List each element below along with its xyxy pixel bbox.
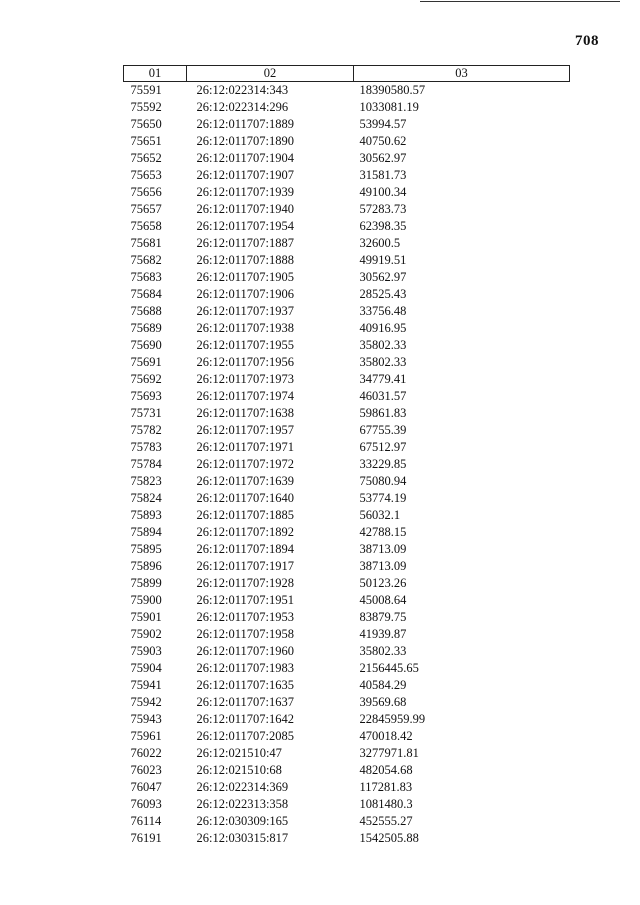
table-row bbox=[124, 745, 570, 762]
cell-value: 67512.97 bbox=[359, 440, 407, 454]
cell-id: 75683 bbox=[130, 270, 162, 284]
table-row bbox=[124, 218, 570, 235]
cell-cadastral-number: 26:12:011707:1887 bbox=[196, 236, 294, 250]
cell-value: 32600.5 bbox=[359, 236, 401, 250]
cell-value: 1033081.19 bbox=[359, 100, 419, 114]
cell-value: 53994.57 bbox=[359, 117, 407, 131]
cell-value: 49100.34 bbox=[359, 185, 407, 199]
cell-value: 22845959.99 bbox=[359, 712, 426, 726]
cell-id: 76047 bbox=[130, 780, 162, 794]
cell-cadastral-number: 26:12:011707:1956 bbox=[196, 355, 294, 369]
cell-id: 75592 bbox=[130, 100, 162, 114]
cell-id: 76023 bbox=[130, 763, 162, 777]
cell-cadastral-number: 26:12:011707:1638 bbox=[196, 406, 294, 420]
cell-id: 75731 bbox=[130, 406, 162, 420]
cell-cadastral-number: 26:12:022314:369 bbox=[196, 780, 289, 794]
cell-id: 75650 bbox=[130, 117, 162, 131]
cell-cadastral-number: 26:12:011707:1974 bbox=[196, 389, 294, 403]
cell-cadastral-number: 26:12:022313:358 bbox=[196, 797, 289, 811]
cell-id: 75895 bbox=[130, 542, 162, 556]
column-header-01: 01 bbox=[124, 66, 187, 82]
cell-value: 33229.85 bbox=[359, 457, 407, 471]
cell-cadastral-number: 26:12:011707:1639 bbox=[196, 474, 294, 488]
table-row bbox=[124, 439, 570, 456]
table-row bbox=[124, 252, 570, 269]
table-row bbox=[124, 626, 570, 643]
table-row bbox=[124, 303, 570, 320]
cell-value: 38713.09 bbox=[359, 559, 407, 573]
table-row bbox=[124, 813, 570, 830]
cell-cadastral-number: 26:12:011707:2085 bbox=[196, 729, 294, 743]
cell-cadastral-number: 26:12:011707:1889 bbox=[196, 117, 294, 131]
cell-value: 38713.09 bbox=[359, 542, 407, 556]
cell-value: 42788.15 bbox=[359, 525, 407, 539]
cell-cadastral-number: 26:12:011707:1960 bbox=[196, 644, 294, 658]
cell-cadastral-number: 26:12:011707:1635 bbox=[196, 678, 294, 692]
table-row bbox=[124, 422, 570, 439]
table-row bbox=[124, 405, 570, 422]
cell-cadastral-number: 26:12:011707:1951 bbox=[196, 593, 294, 607]
cell-id: 75651 bbox=[130, 134, 162, 148]
cell-value: 1081480.3 bbox=[359, 797, 413, 811]
cell-id: 75942 bbox=[130, 695, 162, 709]
table-row bbox=[124, 490, 570, 507]
cell-id: 75691 bbox=[130, 355, 162, 369]
cell-cadastral-number: 26:12:011707:1953 bbox=[196, 610, 294, 624]
table-row bbox=[124, 99, 570, 116]
cell-cadastral-number: 26:12:011707:1907 bbox=[196, 168, 294, 182]
cell-id: 75900 bbox=[130, 593, 162, 607]
table-row bbox=[124, 320, 570, 337]
cell-value: 3277971.81 bbox=[359, 746, 419, 760]
cell-id: 75658 bbox=[130, 219, 162, 233]
cell-id: 75896 bbox=[130, 559, 162, 573]
table-row bbox=[124, 167, 570, 184]
cell-value: 40916.95 bbox=[359, 321, 407, 335]
table-row bbox=[124, 592, 570, 609]
cell-cadastral-number: 26:12:011707:1885 bbox=[196, 508, 294, 522]
cell-cadastral-number: 26:12:011707:1958 bbox=[196, 627, 294, 641]
cell-id: 75943 bbox=[130, 712, 162, 726]
cell-cadastral-number: 26:12:030309:165 bbox=[196, 814, 289, 828]
table-header bbox=[124, 66, 570, 82]
table-row bbox=[124, 677, 570, 694]
cell-cadastral-number: 26:12:011707:1640 bbox=[196, 491, 294, 505]
cell-value: 62398.35 bbox=[359, 219, 407, 233]
table-row bbox=[124, 133, 570, 150]
cell-value: 46031.57 bbox=[359, 389, 407, 403]
table-row bbox=[124, 150, 570, 167]
cell-id: 75893 bbox=[130, 508, 162, 522]
cell-cadastral-number: 26:12:011707:1973 bbox=[196, 372, 294, 386]
page-number: 708 bbox=[575, 33, 599, 49]
table-row bbox=[124, 796, 570, 813]
cell-value: 53774.19 bbox=[359, 491, 407, 505]
cell-cadastral-number: 26:12:011707:1939 bbox=[196, 185, 294, 199]
column-header-03: 03 bbox=[354, 66, 570, 82]
cell-value: 50123.26 bbox=[359, 576, 407, 590]
cell-value: 49919.51 bbox=[359, 253, 407, 267]
column-header-02: 02 bbox=[187, 66, 354, 82]
table-row bbox=[124, 830, 570, 847]
cell-value: 67755.39 bbox=[359, 423, 407, 437]
table-row bbox=[124, 235, 570, 252]
header-row bbox=[124, 66, 570, 82]
cell-id: 75652 bbox=[130, 151, 162, 165]
data-table bbox=[123, 65, 570, 847]
cell-value: 452555.27 bbox=[359, 814, 413, 828]
cell-id: 75782 bbox=[130, 423, 162, 437]
cell-id: 75656 bbox=[130, 185, 162, 199]
cell-value: 31581.73 bbox=[359, 168, 407, 182]
cell-id: 75902 bbox=[130, 627, 162, 641]
table-row bbox=[124, 541, 570, 558]
table-row bbox=[124, 82, 570, 100]
cell-cadastral-number: 26:12:011707:1940 bbox=[196, 202, 294, 216]
table-row bbox=[124, 779, 570, 796]
cell-id: 75684 bbox=[130, 287, 162, 301]
cell-value: 470018.42 bbox=[359, 729, 413, 743]
cell-id: 76022 bbox=[130, 746, 162, 760]
table-row bbox=[124, 116, 570, 133]
cell-value: 18390580.57 bbox=[359, 83, 426, 97]
cell-value: 41939.87 bbox=[359, 627, 407, 641]
cell-value: 45008.64 bbox=[359, 593, 407, 607]
data-table-container bbox=[123, 65, 569, 847]
cell-id: 75657 bbox=[130, 202, 162, 216]
cell-id: 75961 bbox=[130, 729, 162, 743]
table-row bbox=[124, 473, 570, 490]
cell-id: 76114 bbox=[130, 814, 162, 828]
cell-cadastral-number: 26:12:011707:1905 bbox=[196, 270, 294, 284]
cell-id: 76191 bbox=[130, 831, 162, 845]
cell-value: 35802.33 bbox=[359, 355, 407, 369]
cell-value: 40750.62 bbox=[359, 134, 407, 148]
table-row bbox=[124, 456, 570, 473]
table-row bbox=[124, 643, 570, 660]
cell-cadastral-number: 26:12:011707:1972 bbox=[196, 457, 294, 471]
cell-value: 35802.33 bbox=[359, 644, 407, 658]
cell-cadastral-number: 26:12:011707:1937 bbox=[196, 304, 294, 318]
table-row bbox=[124, 711, 570, 728]
cell-id: 75692 bbox=[130, 372, 162, 386]
cell-id: 75783 bbox=[130, 440, 162, 454]
cell-cadastral-number: 26:12:011707:1957 bbox=[196, 423, 294, 437]
cell-value: 28525.43 bbox=[359, 287, 407, 301]
cell-cadastral-number: 26:12:011707:1904 bbox=[196, 151, 294, 165]
cell-cadastral-number: 26:12:011707:1955 bbox=[196, 338, 294, 352]
cell-id: 75591 bbox=[130, 83, 162, 97]
table-row bbox=[124, 201, 570, 218]
table-row bbox=[124, 660, 570, 677]
cell-id: 75899 bbox=[130, 576, 162, 590]
cell-cadastral-number: 26:12:011707:1637 bbox=[196, 695, 294, 709]
cell-id: 75904 bbox=[130, 661, 162, 675]
cell-cadastral-number: 26:12:011707:1928 bbox=[196, 576, 294, 590]
cell-cadastral-number: 26:12:011707:1642 bbox=[196, 712, 294, 726]
cell-id: 75823 bbox=[130, 474, 162, 488]
cell-value: 40584.29 bbox=[359, 678, 407, 692]
cell-id: 75688 bbox=[130, 304, 162, 318]
cell-cadastral-number: 26:12:011707:1892 bbox=[196, 525, 294, 539]
table-row bbox=[124, 388, 570, 405]
table-row bbox=[124, 337, 570, 354]
cell-id: 75681 bbox=[130, 236, 162, 250]
table-row bbox=[124, 269, 570, 286]
cell-value: 75080.94 bbox=[359, 474, 407, 488]
cell-cadastral-number: 26:12:011707:1888 bbox=[196, 253, 294, 267]
cell-id: 75784 bbox=[130, 457, 162, 471]
cell-value: 30562.97 bbox=[359, 270, 407, 284]
table-row bbox=[124, 728, 570, 745]
cell-value: 482054.68 bbox=[359, 763, 413, 777]
cell-cadastral-number: 26:12:011707:1938 bbox=[196, 321, 294, 335]
cell-value: 35802.33 bbox=[359, 338, 407, 352]
table-row bbox=[124, 507, 570, 524]
cell-cadastral-number: 26:12:022314:296 bbox=[196, 100, 289, 114]
cell-value: 30562.97 bbox=[359, 151, 407, 165]
table-row bbox=[124, 371, 570, 388]
cell-value: 33756.48 bbox=[359, 304, 407, 318]
cell-cadastral-number: 26:12:022314:343 bbox=[196, 83, 289, 97]
table-row bbox=[124, 558, 570, 575]
cell-id: 75689 bbox=[130, 321, 162, 335]
table-row bbox=[124, 575, 570, 592]
cell-value: 2156445.65 bbox=[359, 661, 419, 675]
cell-id: 75682 bbox=[130, 253, 162, 267]
table-row bbox=[124, 184, 570, 201]
cell-id: 75941 bbox=[130, 678, 162, 692]
cell-cadastral-number: 26:12:011707:1917 bbox=[196, 559, 294, 573]
cell-id: 75653 bbox=[130, 168, 162, 182]
cell-id: 75903 bbox=[130, 644, 162, 658]
cell-cadastral-number: 26:12:030315:817 bbox=[196, 831, 289, 845]
cell-value: 1542505.88 bbox=[359, 831, 419, 845]
cell-value: 59861.83 bbox=[359, 406, 407, 420]
table-row bbox=[124, 694, 570, 711]
cell-value: 57283.73 bbox=[359, 202, 407, 216]
table-row bbox=[124, 609, 570, 626]
cell-id: 75901 bbox=[130, 610, 162, 624]
cell-id: 75824 bbox=[130, 491, 162, 505]
cell-cadastral-number: 26:12:011707:1906 bbox=[196, 287, 294, 301]
cell-cadastral-number: 26:12:021510:47 bbox=[196, 746, 282, 760]
cell-cadastral-number: 26:12:011707:1890 bbox=[196, 134, 294, 148]
table-body bbox=[124, 82, 570, 848]
cell-value: 117281.83 bbox=[359, 780, 413, 794]
cell-value: 56032.1 bbox=[359, 508, 401, 522]
table-row bbox=[124, 762, 570, 779]
cell-value: 83879.75 bbox=[359, 610, 407, 624]
cell-id: 75693 bbox=[130, 389, 162, 403]
cell-value: 39569.68 bbox=[359, 695, 407, 709]
table-row bbox=[124, 524, 570, 541]
cell-cadastral-number: 26:12:021510:68 bbox=[196, 763, 282, 777]
cell-id: 75894 bbox=[130, 525, 162, 539]
cell-value: 34779.41 bbox=[359, 372, 407, 386]
cell-cadastral-number: 26:12:011707:1971 bbox=[196, 440, 294, 454]
cell-id: 75690 bbox=[130, 338, 162, 352]
cell-cadastral-number: 26:12:011707:1954 bbox=[196, 219, 294, 233]
table-row bbox=[124, 354, 570, 371]
cell-cadastral-number: 26:12:011707:1894 bbox=[196, 542, 294, 556]
top-rule bbox=[420, 1, 620, 2]
cell-cadastral-number: 26:12:011707:1983 bbox=[196, 661, 294, 675]
table-row bbox=[124, 286, 570, 303]
cell-id: 76093 bbox=[130, 797, 162, 811]
